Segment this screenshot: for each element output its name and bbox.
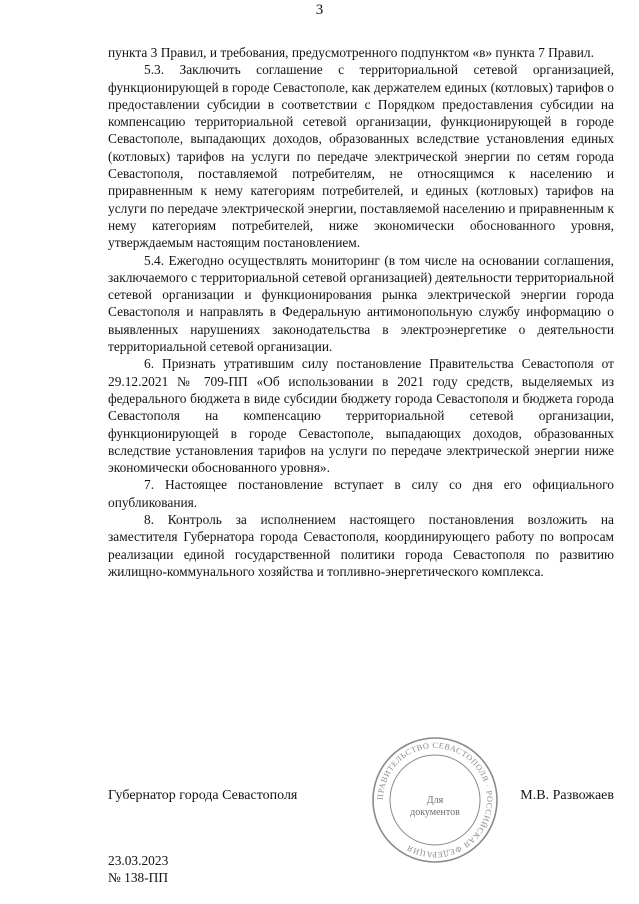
page-number: 3 (315, 2, 324, 18)
paragraph-5-4: 5.4. Ежегодно осуществлять мониторинг (в том числе на основании соглашения, заключаемого с территориальной сетевой организацией) деятельности территориальной сетевой организации и функционирования рынка электрической энергии города Севастополя и направлять в Федеральную антимонопольную службу информацию о выявленных нарушениях законодательства в электроэнергетике о деятельности территориальной сетевой организации. (108, 252, 614, 355)
paragraph-7: 7. Настоящее постановление вступает в силу со дня его официального опубликования. (108, 477, 614, 510)
paragraph-6: 6. Признать утратившим силу постановление Правительства Севастополя от 29.12.2021 № 709-ПП «Об использовании в 2021 году средств, выделяемых из федерального бюджета в виде субсидии бюджету города Севастополя и бюджета города Севастополя на компенсацию территориальной сетевой организации, функционирующей в городе Севастополе, выпадающих доходов, образованных вследствие установления тарифов на услуги по передаче электрической энергии ниже экономически обоснованного уровня». (108, 356, 614, 476)
signatory-name: М.В. Развожаев (520, 788, 614, 803)
signatory-position: Губернатор города Севастополя (108, 788, 298, 803)
paragraph-5-3: 5.3. Заключить соглашение с территориальной сетевой организацией, функционирующей в городе Севастополе, как держателем единых (котловых) тарифов о предоставлении субсидии в соответствии с Порядком предоставления субсидии на компенсацию территориальной сетевой организации, функционирующей в городе Севастополе, выпадающих доходов, образованных вследствие установления единых (котловых) тарифов на услуги по передаче электрической энергии по сетям города Севастополя, поставляемой потребителям, не относящимся к населению и приравненным к нему категориям потребителей, и единых (котловых) тарифов на услуги по передаче электрической энергии, поставляемой населению и приравненным к нему категориям потребителей, ниже экономически обоснованного уровня, утверждаемым настоящим постановлением. (108, 62, 614, 251)
paragraph-continuation: пункта 3 Правил, и требования, предусмотренного подпунктом «в» пункта 7 Правил. (108, 45, 594, 60)
document-number: № 138-ПП (108, 870, 169, 885)
document-date: 23.03.2023 (108, 853, 169, 868)
paragraph-8: 8. Контроль за исполнением настоящего постановления возложить на заместителя Губернатора города Севастополя, координирующего работу по вопросам реализации единой государственной политики города Севастополя по развитию жилищно-коммунального хозяйства и топливно-энергетического комплекса. (108, 512, 614, 579)
document-info (108, 852, 168, 886)
seal-center-line-2: документов (410, 807, 460, 818)
signature-block (108, 788, 614, 804)
seal-center-line-1: Для (426, 795, 444, 806)
document-body (108, 44, 614, 580)
seal-outer-text: ПРАВИТЕЛЬСТВО СЕВАСТОПОЛЯ · РОССИЙСКАЯ ФЕДЕРАЦИЯ (375, 740, 495, 860)
